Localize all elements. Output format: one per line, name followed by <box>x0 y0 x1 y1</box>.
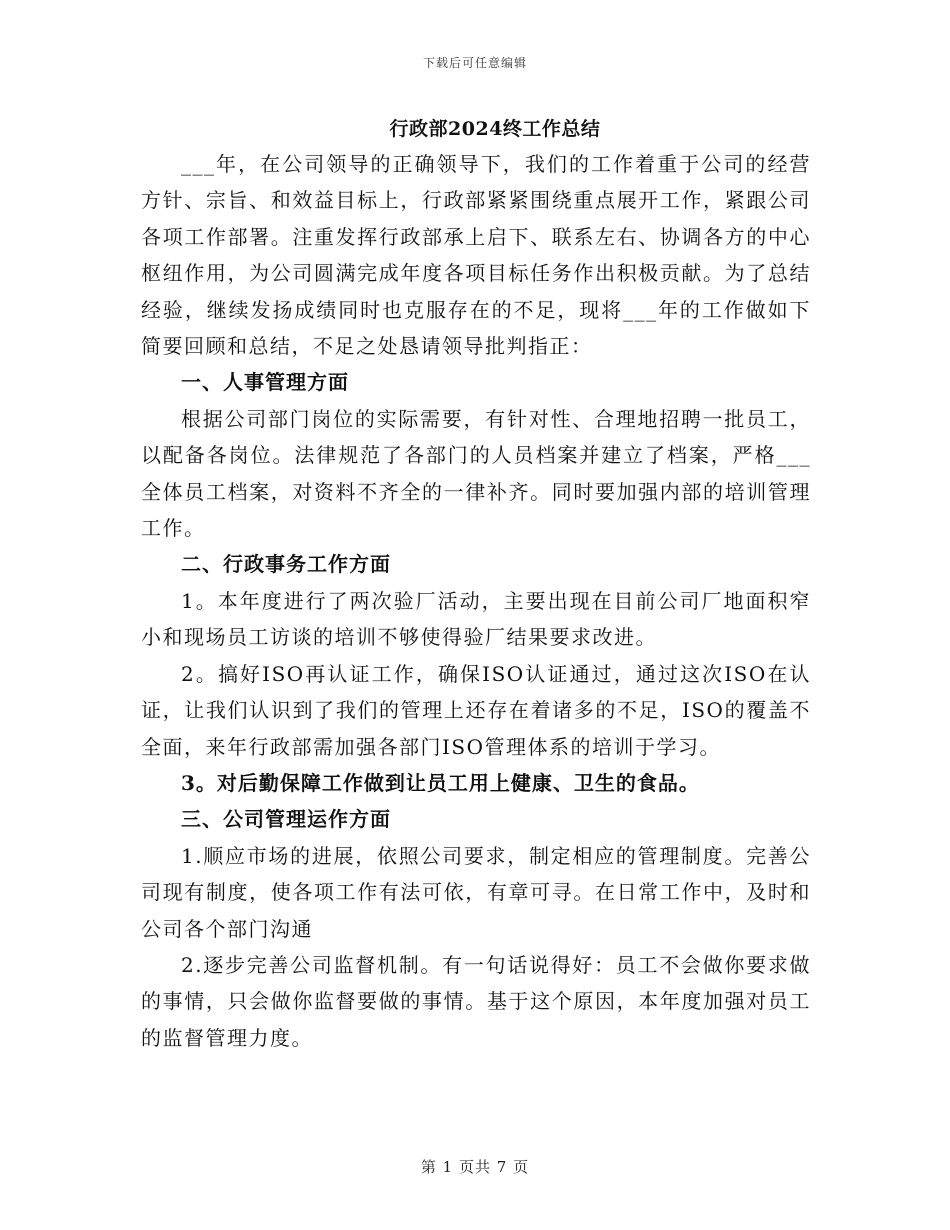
admin-item-3: 3。对后勤保障工作做到让员工用上健康、卫生的食品。 <box>181 770 700 795</box>
admin-item-2: 2。搞好ISO再认证工作，确保ISO认证通过，通过这次ISO在认证，让我们认识到了我们的管理上还存在着诸多的不足，ISO的覆盖不全面，来年行政部需加强各部门ISO管理体系的培训于学习。 <box>141 661 811 759</box>
section-heading-admin-affairs: 二、行政事务工作方面 <box>181 552 391 577</box>
admin-item-1: 1。本年度进行了两次验厂活动，主要出现在目前公司厂地面积窄小和现场员工访谈的培训不够使得验厂结果要求改进。 <box>141 588 811 650</box>
page-footer: 第 1 页共 7 页 <box>420 1158 530 1176</box>
document-title: 行政部2024终工作总结 <box>389 118 601 140</box>
section-heading-management: 三、公司管理运作方面 <box>181 807 391 832</box>
header-note: 下载后可任意编辑 <box>422 56 527 70</box>
personnel-paragraph: 根据公司部门岗位的实际需要，有针对性、合理地招聘一批员工，以配备各岗位。法律规范了各部门的人员档案并建立了档案，严格___全体员工档案，对资料不齐全的一律补齐。同时要加强内部的培训管理工作。 <box>141 406 811 541</box>
document-body <box>141 146 811 1056</box>
management-item-1: 1.顺应市场的进展，依照公司要求，制定相应的管理制度。完善公司现有制度，使各项工作有法可依，有章可寻。在日常工作中，及时和公司各个部门沟通 <box>141 843 811 941</box>
management-item-2: 2.逐步完善公司监督机制。有一句话说得好：员工不会做你要求做的事情，只会做你监督要做的事情。基于这个原因，本年度加强对员工的监督管理力度。 <box>141 952 811 1050</box>
intro-paragraph: ___年，在公司领导的正确领导下，我们的工作着重于公司的经营方针、宗旨、和效益目标上，行政部紧紧围绕重点展开工作，紧跟公司各项工作部署。注重发挥行政部承上启下、联系左右、协调各方的中心枢纽作用，为公司圆满完成年度各项目标任务作出积极贡献。为了总结经验，继续发扬成绩同时也克服存在的不足，现将___年的工作做如下简要回顾和总结，不足之处恳请领导批判指正： <box>141 152 811 359</box>
section-heading-personnel: 一、人事管理方面 <box>181 370 349 395</box>
